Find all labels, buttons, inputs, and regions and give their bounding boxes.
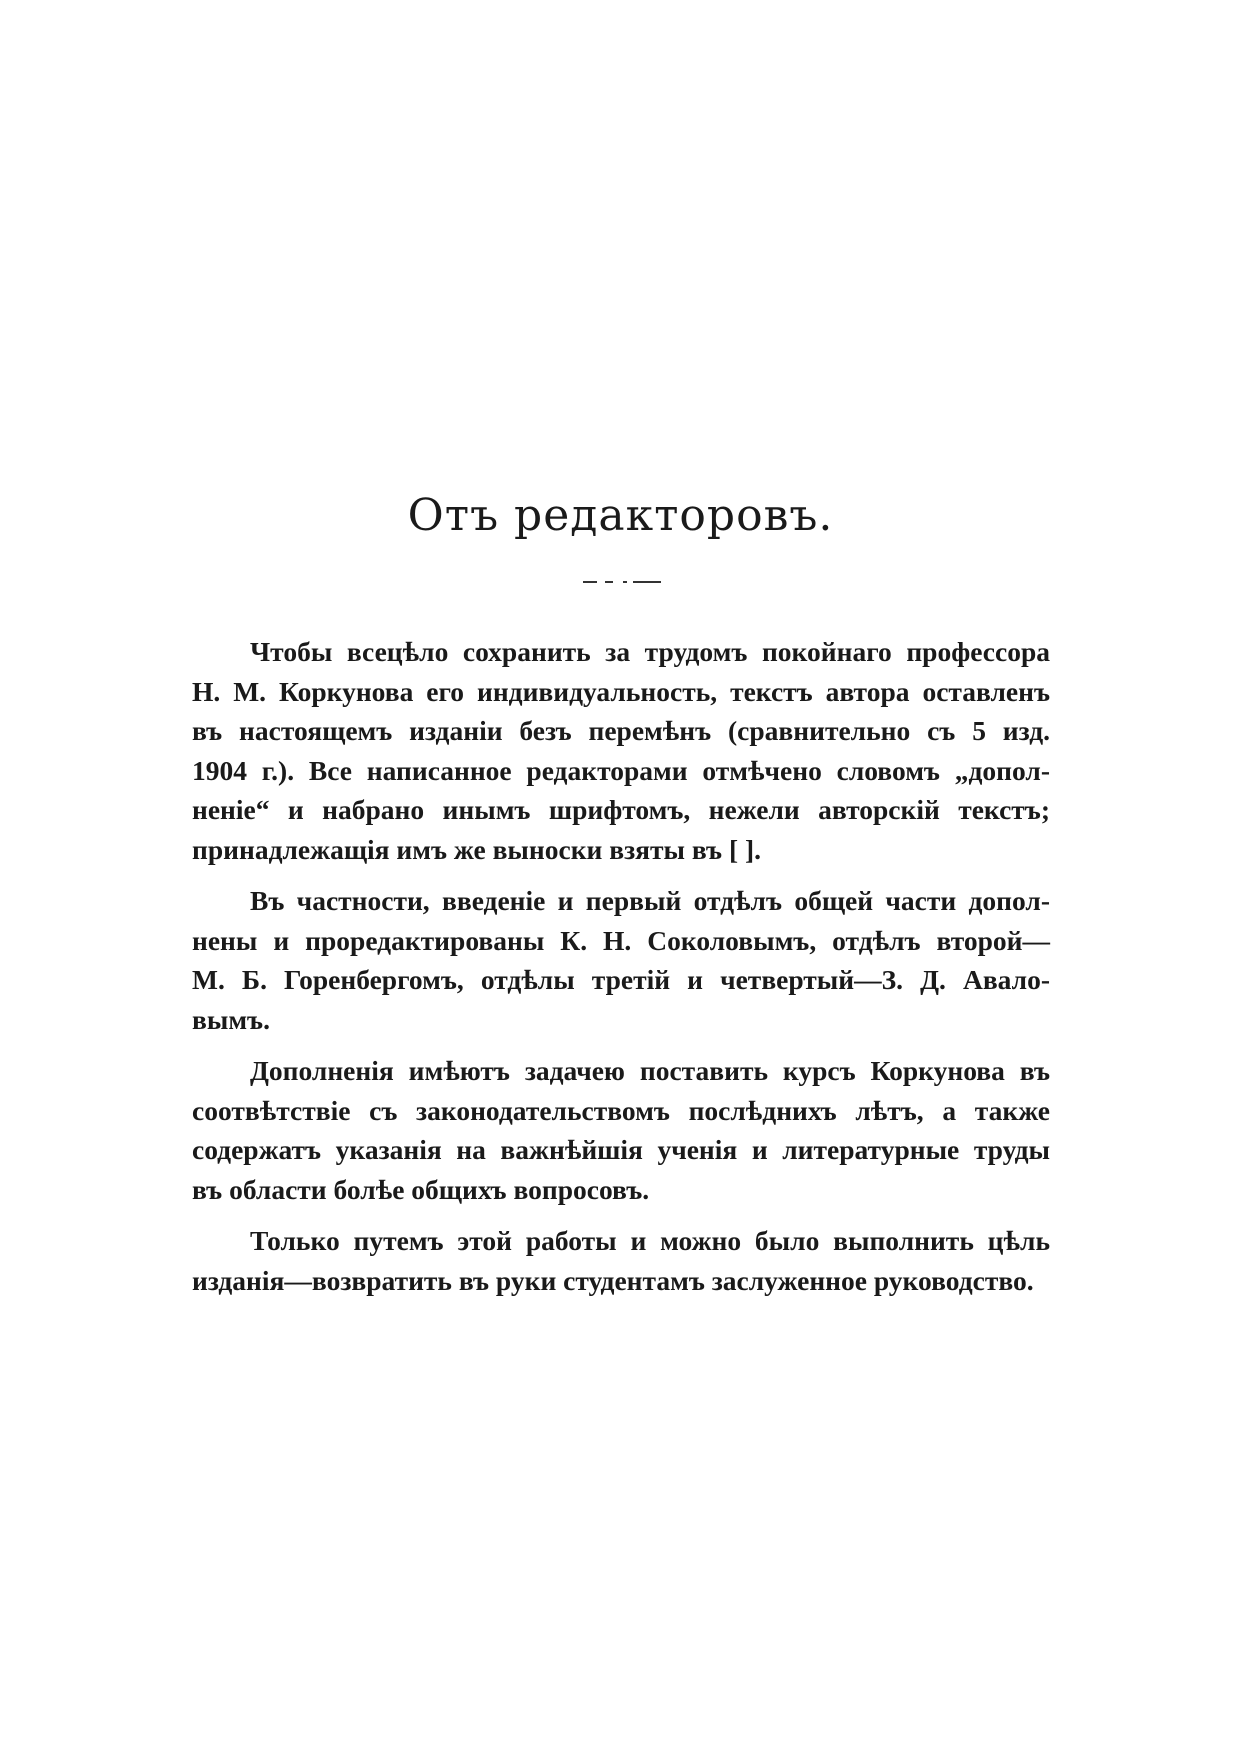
text-line: въ настоящемъ изданіи безъ перемѣнъ (сравнительно съ 5 изд. — [192, 715, 1050, 746]
text-line: Дополненія имѣютъ задачею поставить курсъ Коркунова въ — [250, 1055, 1050, 1086]
body-text — [192, 632, 1050, 1312]
text-line: 1904 г.). Все написанное редакторами отмѣчено словомъ „допол- — [192, 754, 1050, 786]
text-line: Чтобы всецѣло сохранить за трудомъ покойнаго профессора — [250, 636, 1050, 667]
page-title: Отъ редакторовъ. — [407, 490, 834, 541]
text-line: Только путемъ этой работы и можно было выполнить цѣль — [250, 1225, 1050, 1256]
text-line: изданія—возвратить въ руки студентамъ заслуженное руководство. — [192, 1264, 1034, 1296]
text-line: содержатъ указанія на важнѣйшія ученія и литературные труды — [192, 1134, 1050, 1165]
text-line: соотвѣтствіе съ законодательствомъ послѣднихъ лѣтъ, а также — [192, 1094, 1050, 1126]
text-line: въ области болѣе общихъ вопросовъ. — [192, 1173, 650, 1205]
paragraph-4 — [192, 1221, 1050, 1300]
paragraph-1 — [192, 632, 1050, 869]
paragraph-2 — [192, 881, 1050, 1039]
title-ornament — [583, 578, 661, 586]
text-line: нены и проредактированы К. Н. Соколовымъ, отдѣлъ второй— — [192, 924, 1050, 956]
text-line: неніе“ и набрано инымъ шрифтомъ, нежели авторскій текстъ; — [192, 794, 1050, 825]
text-line: вымъ. — [192, 1003, 270, 1035]
text-line: Въ частности, введеніе и первый отдѣлъ общей части допол- — [250, 885, 1050, 916]
text-line: М. Б. Горенбергомъ, отдѣлы третій и четвертый—З. Д. Авало- — [192, 964, 1050, 995]
text-line: принадлежащія имъ же выноски взяты въ [ ]. — [192, 833, 762, 865]
paragraph-3 — [192, 1051, 1050, 1209]
text-line: Н. М. Коркунова его индивидуальность, текстъ автора оставленъ — [192, 675, 1050, 707]
